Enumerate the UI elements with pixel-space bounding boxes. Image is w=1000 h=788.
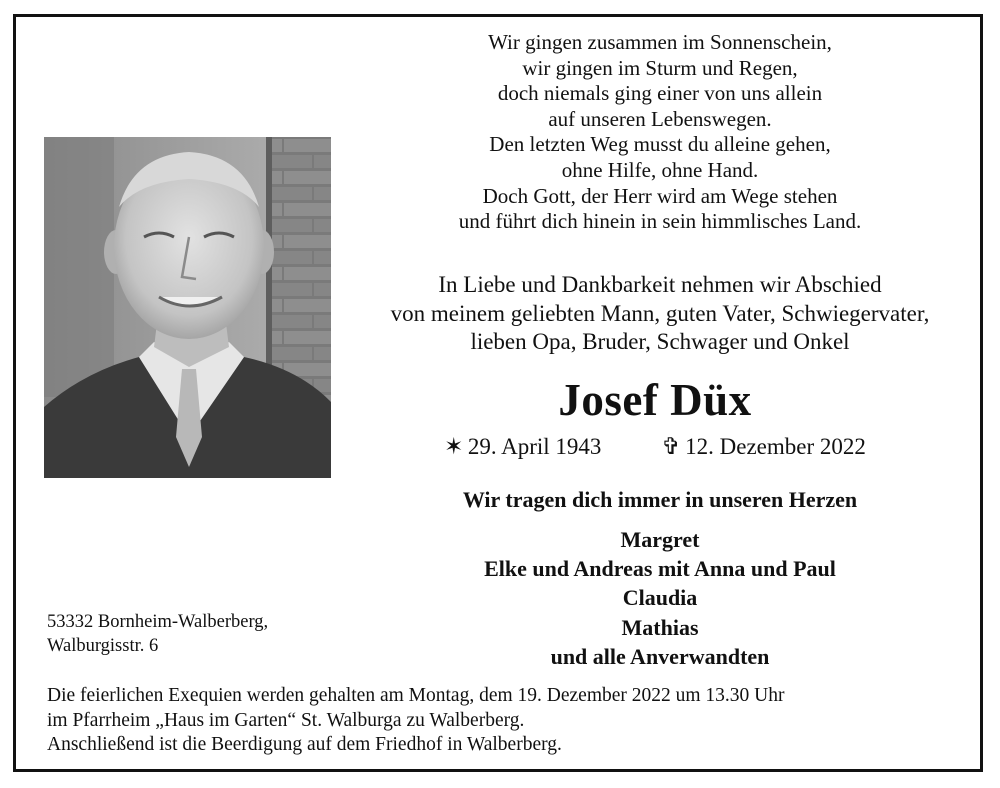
- family-member: und alle Anverwandten: [550, 643, 770, 669]
- family-member: Margret: [620, 527, 700, 552]
- death-date: 12. Dezember 2022: [685, 434, 866, 459]
- portrait-photo: [44, 137, 331, 478]
- family-member: Mathias: [621, 614, 699, 640]
- service-info: [47, 684, 785, 758]
- family-list: [340, 525, 980, 671]
- farewell-line: In Liebe und Dankbarkeit nehmen wir Abschied: [438, 272, 882, 297]
- poem-line: wir gingen im Sturm und Regen,: [522, 55, 798, 80]
- service-line: im Pfarrheim „Haus im Garten“ St. Walburga zu Walberberg.: [47, 709, 525, 731]
- address: [47, 610, 268, 658]
- poem-line: auf unseren Lebenswegen.: [548, 106, 772, 131]
- life-dates: [350, 432, 960, 462]
- address-line: 53332 Bornheim-Walberberg,: [47, 612, 269, 632]
- family-member: Claudia: [622, 585, 698, 611]
- poem-line: Doch Gott, der Herr wird am Wege stehen: [482, 183, 838, 208]
- poem-line: doch niemals ging einer von uns allein: [497, 81, 823, 106]
- service-line: Die feierlichen Exequien werden gehalten am Montag, dem 19. Dezember 2022 um 13.30 Uhr: [47, 685, 785, 706]
- cross-icon: ✞: [661, 434, 681, 459]
- poem: [360, 30, 960, 235]
- address-line: Walburgisstr. 6: [47, 636, 159, 656]
- farewell-text: [340, 271, 980, 357]
- poem-line: Wir gingen zusammen im Sonnenschein,: [488, 30, 832, 54]
- deceased-name: Josef Düx: [558, 375, 752, 425]
- poem-line: und führt dich hinein in sein himmlisches Land.: [458, 209, 862, 234]
- family-member: Elke und Andreas mit Anna und Paul: [484, 556, 836, 582]
- farewell-line: lieben Opa, Bruder, Schwager und Onkel: [470, 329, 850, 354]
- poem-line: Den letzten Weg musst du alleine gehen,: [489, 132, 831, 157]
- birth-star-icon: ✶: [444, 434, 464, 459]
- farewell-line: von meinem geliebten Mann, guten Vater, Schwiegervater,: [390, 300, 930, 326]
- motto: Wir tragen dich immer in unseren Herzen: [462, 487, 858, 512]
- birth-date: 29. April 1943: [467, 434, 602, 459]
- service-line: Anschließend ist die Beerdigung auf dem Friedhof in Walberberg.: [47, 734, 562, 755]
- poem-line: ohne Hilfe, ohne Hand.: [561, 157, 759, 182]
